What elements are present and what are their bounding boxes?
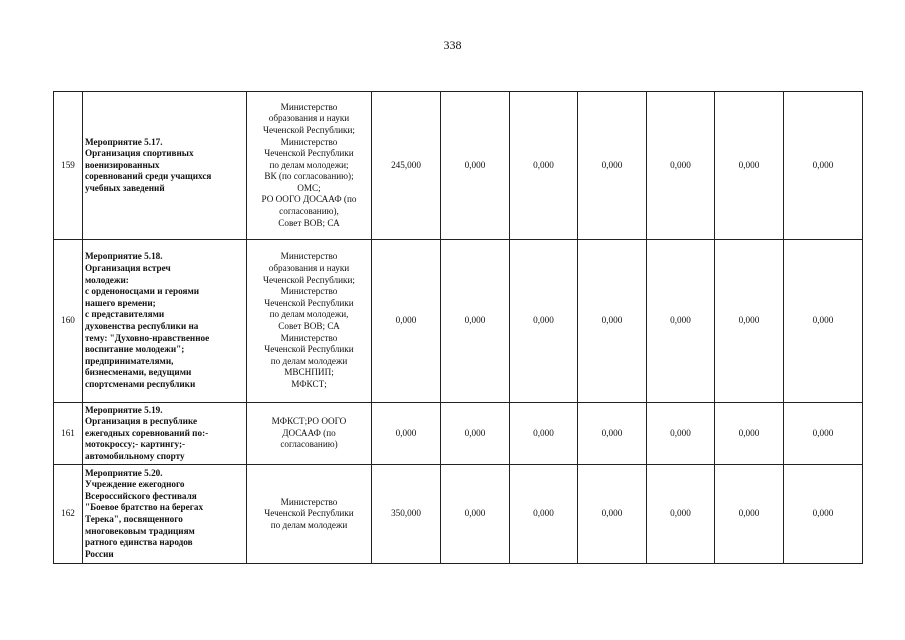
description-line: Терека", посвященного: [85, 514, 183, 524]
executor-line: Чеченской Республики;: [263, 274, 355, 285]
funding-value: 350,000: [372, 465, 441, 564]
executor-line: Чеченской Республики;: [263, 124, 355, 135]
executor-line: по делам молодежи: [270, 355, 348, 366]
description-line: ратного единства народов: [85, 537, 193, 548]
description-line: многовековым традициям: [85, 525, 195, 536]
description-line: Мероприятие 5.19.: [85, 404, 163, 415]
responsible-executors: [247, 465, 372, 564]
table-body: [54, 92, 863, 564]
funding-value: 245,000: [372, 92, 441, 240]
executor-line: Министерство: [280, 101, 338, 112]
table-row: [54, 240, 863, 403]
executor-line: по делам молодежи;: [269, 159, 349, 170]
executor-line: Совет ВОВ; СА: [278, 217, 340, 228]
executor-line: МФКСТ;РО ООГО: [271, 416, 347, 427]
executor-line: Министерство: [280, 286, 338, 297]
description-line: ежегодных соревнований по:-: [85, 427, 209, 438]
funding-value: 0,000: [510, 240, 578, 403]
executor-line: ДОСААФ (по: [282, 427, 336, 438]
responsible-executors: [247, 92, 372, 240]
executor-line: Министерство: [280, 332, 338, 343]
executor-line: Чеченской Республики: [264, 148, 354, 159]
executor-line: Министерство: [280, 496, 338, 507]
description-line: мотокроссу;- картингу;-: [85, 439, 186, 450]
description-line: бизнесменами, ведущими: [85, 367, 192, 378]
description-line: соревнований среди учащихся: [85, 171, 212, 182]
executor-line: ОМС;: [297, 182, 321, 193]
table-row: [54, 92, 863, 240]
description-line: с представителями: [85, 309, 165, 320]
description-line: предпринимателями,: [85, 355, 174, 366]
description-line: Организация в республике: [85, 416, 198, 427]
responsible-executors: [247, 240, 372, 403]
funding-value: 0,000: [578, 92, 647, 240]
funding-value: 0,000: [715, 403, 784, 465]
executor-line: Чеченской Республики: [264, 508, 354, 519]
executor-line: Совет ВОВ; СА: [278, 321, 340, 331]
description-line: России: [85, 548, 114, 559]
description-line: Мероприятие 5.20.: [85, 467, 163, 478]
activity-description: [83, 403, 247, 465]
funding-value: 0,000: [784, 403, 863, 465]
funding-value: 0,000: [510, 92, 578, 240]
page-number: 338: [443, 38, 462, 52]
row-number: 161: [54, 403, 83, 465]
description-line: учебных заведений: [85, 182, 165, 193]
funding-value: 0,000: [647, 465, 715, 564]
description-line: военизированных: [85, 159, 160, 170]
funding-value: 0,000: [647, 240, 715, 403]
description-line: нашего времени;: [85, 297, 156, 308]
funding-value: 0,000: [510, 465, 578, 564]
funding-value: 0,000: [715, 465, 784, 564]
funding-value: 0,000: [784, 92, 863, 240]
executor-line: Министерство: [280, 136, 338, 147]
executor-line: по делам молодежи: [270, 519, 348, 530]
funding-value: 0,000: [578, 240, 647, 403]
description-line: тему: "Духовно-нравственное: [85, 332, 210, 343]
program-activities-table: [53, 91, 863, 564]
description-line: спортсменами республики: [85, 378, 196, 389]
executor-line: МВСНПИП;: [284, 367, 334, 378]
funding-value: 0,000: [647, 403, 715, 465]
funding-value: 0,000: [784, 465, 863, 564]
activity-description: [83, 465, 247, 564]
activity-description: [83, 240, 247, 403]
description-line: Учреждение ежегодного: [85, 479, 185, 490]
row-number: 159: [54, 92, 83, 240]
row-number: 160: [54, 240, 83, 403]
responsible-executors: [247, 403, 372, 465]
executor-line: по делам молодежи,: [269, 309, 349, 320]
description-line: Мероприятие 5.17.: [85, 136, 163, 147]
funding-value: 0,000: [647, 92, 715, 240]
executor-line: Министерство: [280, 251, 338, 262]
executor-line: ВК (по согласованию);: [264, 171, 354, 182]
funding-value: 0,000: [578, 465, 647, 564]
activity-description: [83, 92, 247, 240]
funding-value: 0,000: [441, 240, 510, 403]
funding-value: 0,000: [784, 240, 863, 403]
description-line: автомобильному спорту: [85, 450, 185, 461]
executor-line: РО ООГО ДОСААФ (по: [261, 194, 357, 205]
executor-line: согласованию),: [279, 206, 339, 217]
funding-value: 0,000: [715, 240, 784, 403]
table-row: [54, 465, 863, 564]
executor-line: образования и науки: [268, 263, 350, 274]
description-line: Мероприятие 5.18.: [85, 251, 163, 262]
funding-value: 0,000: [578, 403, 647, 465]
funding-value: 0,000: [372, 240, 441, 403]
funding-value: 0,000: [441, 465, 510, 564]
executor-line: МФКСТ;: [291, 378, 327, 389]
funding-value: 0,000: [510, 403, 578, 465]
funding-value: 0,000: [441, 92, 510, 240]
executor-line: согласованию): [280, 439, 338, 450]
table-row: [54, 403, 863, 465]
description-line: молодежи:: [85, 274, 129, 285]
description-line: духовенства республики на: [85, 321, 199, 331]
description-line: с орденоносцами и героями: [85, 286, 200, 297]
description-line: воспитание молодежи";: [85, 344, 185, 355]
description-line: Организация встреч: [85, 263, 171, 274]
funding-value: 0,000: [715, 92, 784, 240]
row-number: 162: [54, 465, 83, 564]
funding-value: 0,000: [441, 403, 510, 465]
funding-value: 0,000: [372, 403, 441, 465]
executor-line: Чеченской Республики: [264, 344, 354, 355]
executor-line: образования и науки: [268, 113, 350, 124]
description-line: Организация спортивных: [85, 148, 194, 159]
description-line: Всероссийского фестиваля: [85, 490, 197, 501]
executor-line: Чеченской Республики: [264, 297, 354, 308]
description-line: "Боевое братство на берегах: [85, 502, 204, 513]
